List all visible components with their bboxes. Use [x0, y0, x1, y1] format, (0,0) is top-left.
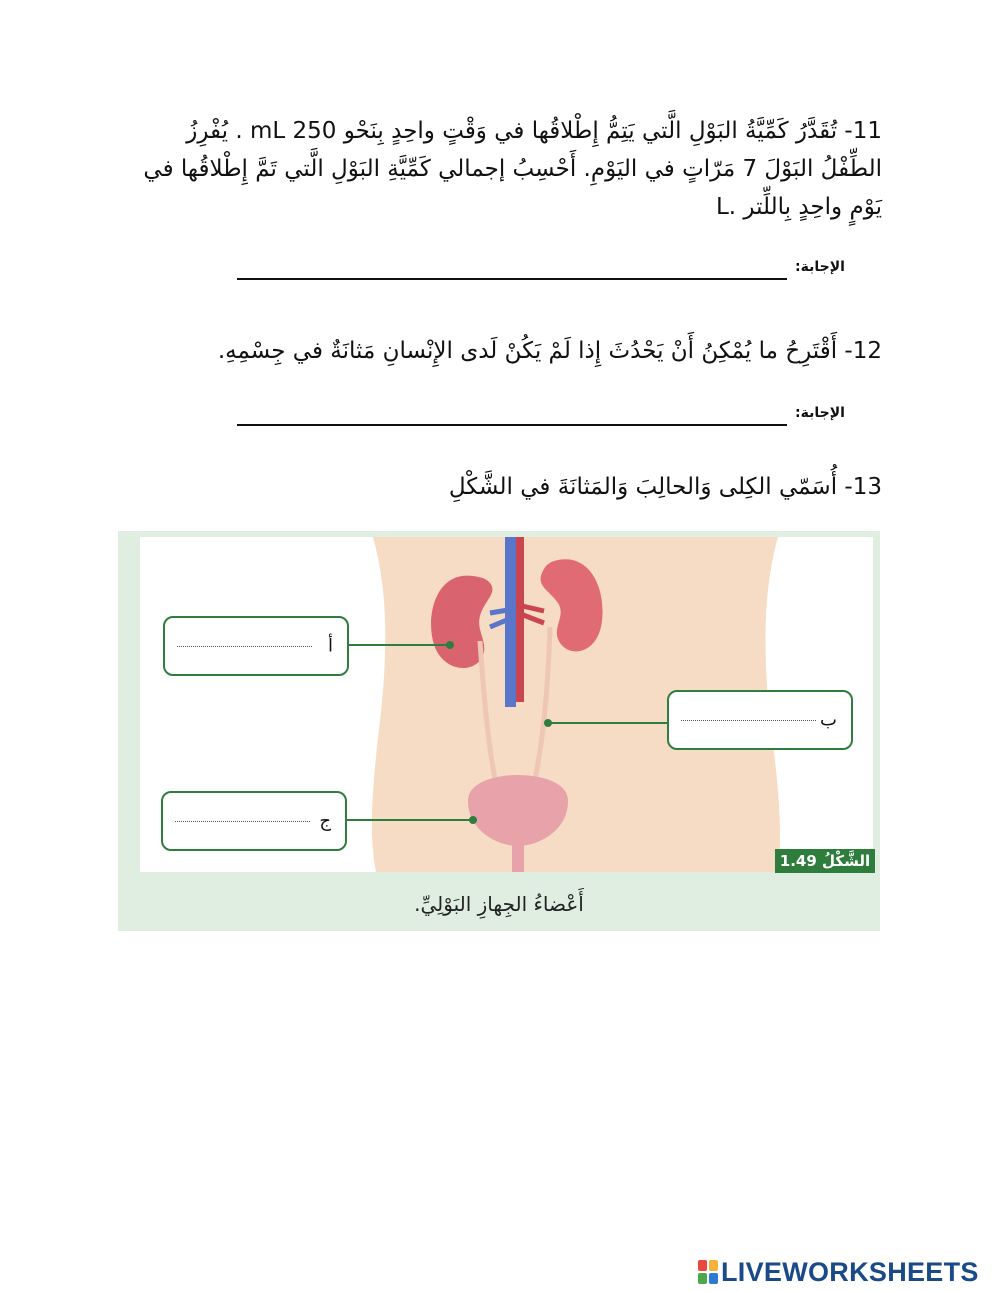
- label-letter-c: ج: [319, 810, 331, 832]
- question-12-text: 12- أَقْتَرِحُ ما يُمْكِنُ أَنْ يَحْدُثَ إِذا لَمْ يَكُنْ لَدى الإِنْسانِ مَثانَةٌ في جِسْمِهِ.: [217, 338, 882, 364]
- label-box-c[interactable]: [161, 791, 347, 851]
- label-box-b[interactable]: [667, 690, 853, 750]
- label-box-a[interactable]: [163, 616, 349, 676]
- answer-label-12: الإجابة:: [795, 405, 845, 421]
- liveworksheets-logo-icon: [698, 1260, 718, 1284]
- label-letter-b: ب: [820, 709, 837, 731]
- label-dots-c: [175, 821, 310, 822]
- question-11-text: 11- تُقَدَّرُ كَمِّيَّةُ البَوْلِ الَّتي يَتِمُّ إِطْلاقُها في وَقْتٍ واحِدٍ بِنَحْو 250 mL . يُفْرِزُ الطِّفْلُ البَوْلَ 7 مَرّاتٍ في اليَوْمِ. أَحْسِبُ إجمالي كَمِّيَّةِ البَوْلِ الَّتي تَمَّ إِطْلاقُها في يَوْمٍ واحِدٍ بِاللِّتر .L: [143, 118, 882, 220]
- aorta: [516, 537, 524, 702]
- figure-number-badge: الشَّكْلُ 1.49: [775, 849, 875, 873]
- liveworksheets-logo[interactable]: [698, 1257, 979, 1287]
- answer-line-12[interactable]: [237, 424, 787, 426]
- answer-label-11: الإجابة:: [795, 259, 845, 275]
- figure-caption: أَعْضاءُ الجِهازِ البَوْلِيِّ.: [414, 892, 584, 916]
- answer-line-11[interactable]: [237, 278, 787, 280]
- question-13-text: 13- أُسَمّي الكِلى وَالحالِبَ وَالمَثانَةَ في الشَّكْلِ: [448, 474, 882, 500]
- label-dots-a: [177, 646, 312, 647]
- logo-text: LIVEWORKSHEETS: [721, 1256, 979, 1287]
- urethra: [512, 844, 524, 872]
- label-dots-b: [681, 720, 816, 721]
- label-letter-a: أ: [327, 635, 333, 657]
